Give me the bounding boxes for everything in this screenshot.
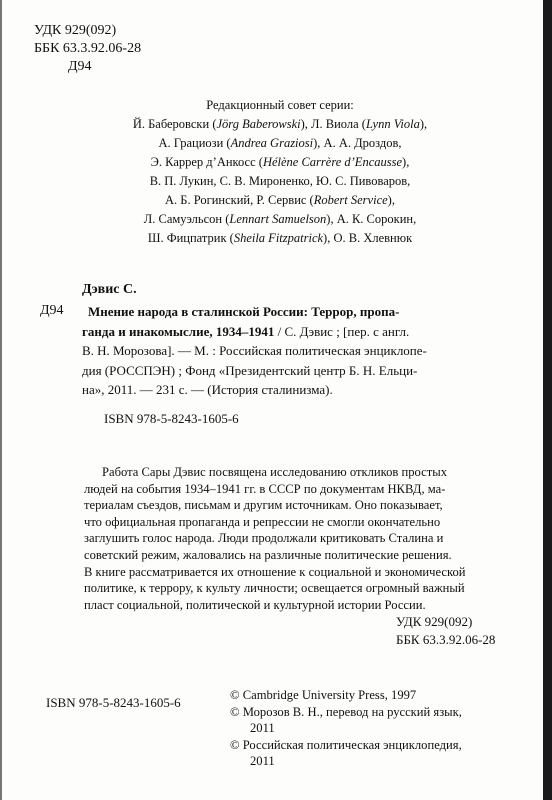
- council-member-line: [100, 134, 460, 153]
- bbk-bottom: ББК 63.3.92.06-28: [396, 632, 496, 647]
- council-text: Й. Баберовски (: [132, 117, 217, 131]
- editorial-council: [100, 96, 460, 248]
- annotation-line: политике, к террору, к культу личности; освещается огромный важный: [84, 581, 465, 596]
- council-name-latin: Hélène Carrère d’Encausse: [262, 155, 403, 169]
- council-text: ),: [402, 155, 410, 169]
- record-line-4: дия (РОССПЭН) ; Фонд «Президентский центр Б. Н. Ельци-: [82, 362, 418, 378]
- council-text: Л. Самуэльсон (: [143, 212, 230, 226]
- record-title-line-1: Мнение народа в сталинской России: Террор, пропа-: [88, 304, 400, 319]
- council-heading: Редакционный совет серии:: [206, 98, 354, 112]
- record-responsibility: / С. Дэвис ; [пер. с англ.: [274, 323, 410, 339]
- copyright-line: © Морозов В. Н., перевод на русский язык,: [230, 704, 462, 719]
- footer-isbn: ISBN 978-5-8243-1605-6: [46, 695, 181, 710]
- council-member-line: [100, 153, 460, 172]
- council-member-line: [100, 229, 460, 248]
- bbk-top: ББК 63.3.92.06-28: [34, 41, 142, 56]
- council-member-line: [100, 115, 460, 134]
- council-member-line: [100, 191, 460, 210]
- council-name-latin: Andrea Graziosi: [230, 136, 314, 150]
- annotation-line: пласт социальной, политической и культурной истории России.: [84, 597, 426, 612]
- council-text: Э. Каррер д’Анкосс (: [150, 155, 263, 169]
- council-text: ),: [419, 117, 428, 131]
- council-member-line: [100, 210, 460, 229]
- council-name-latin: Jörg Baberowski: [216, 117, 301, 131]
- annotation-line: людей на события 1934–1941 гг. в СССР по документам НКВД, ма-: [84, 481, 446, 496]
- council-text: ), Л. Виола (: [300, 117, 366, 131]
- council-text: Ш. Фицпатрик (: [147, 231, 234, 245]
- record-title-line-2: ганда и инакомыслие, 1934–1941: [82, 323, 275, 339]
- copyright-line: 2011: [250, 754, 275, 768]
- annotation-line: В книге рассматривается их отношение к социальной и экономической: [84, 564, 466, 579]
- page-left-edge: [0, 0, 2, 800]
- record-line-5: на», 2011. — 231 с. — (История сталинизма).: [82, 382, 333, 397]
- author-code-top: Д94: [68, 59, 92, 74]
- annotation-line: советский режим, жаловались на различные политические решения.: [84, 547, 452, 562]
- council-text: А. Грациози (: [158, 136, 231, 150]
- council-text: ), А. К. Сорокин,: [326, 212, 417, 226]
- council-name-latin: Lynn Viola: [365, 117, 420, 131]
- council-member-lines: [100, 115, 460, 248]
- side-author-code: Д94: [40, 303, 64, 318]
- copyright-block: [230, 687, 462, 770]
- council-text: В. П. Лукин, С. В. Мироненко, Ю. С. Пивоваров,: [149, 174, 411, 188]
- council-member-line: [100, 172, 460, 191]
- council-text: А. Б. Рогинский, Р. Сервис (: [165, 193, 314, 207]
- annotation: [84, 464, 512, 613]
- council-name-latin: Lennart Samuelson: [229, 212, 327, 226]
- udk-top: УДК 929(092): [34, 23, 117, 38]
- council-text: ), О. В. Хлевнюк: [323, 231, 413, 245]
- annotation-line: Работа Сары Дэвис посвящена исследованию откликов простых: [102, 465, 448, 479]
- copyright-line: © Cambridge University Press, 1997: [230, 688, 417, 702]
- udk-bottom: УДК 929(092): [396, 614, 473, 629]
- copyright-line: © Российская политическая энциклопедия,: [230, 737, 462, 752]
- bibliographic-record: [82, 302, 510, 400]
- annotation-line: что официальная пропаганда и репрессии не смогли окончательно: [84, 514, 441, 529]
- page-right-edge: [543, 0, 552, 800]
- council-text: ), А. А. Дроздов,: [313, 136, 402, 150]
- copyright-line: 2011: [250, 721, 275, 735]
- council-name-latin: Robert Service: [313, 193, 388, 207]
- council-name-latin: Sheila Fitzpatrick: [233, 231, 324, 245]
- council-text: ),: [387, 193, 395, 207]
- annotation-line: териалам съездов, письмам и другим источникам. Оно показывает,: [84, 498, 443, 513]
- record-author: Дэвис С.: [82, 282, 137, 297]
- record-isbn: ISBN 978-5-8243-1605-6: [104, 411, 239, 426]
- annotation-line: заглушить голос народа. Люди продолжали критиковать Сталина и: [84, 531, 444, 546]
- record-line-3: В. Н. Морозова]. — М. : Российская политическая энциклопе-: [82, 343, 427, 358]
